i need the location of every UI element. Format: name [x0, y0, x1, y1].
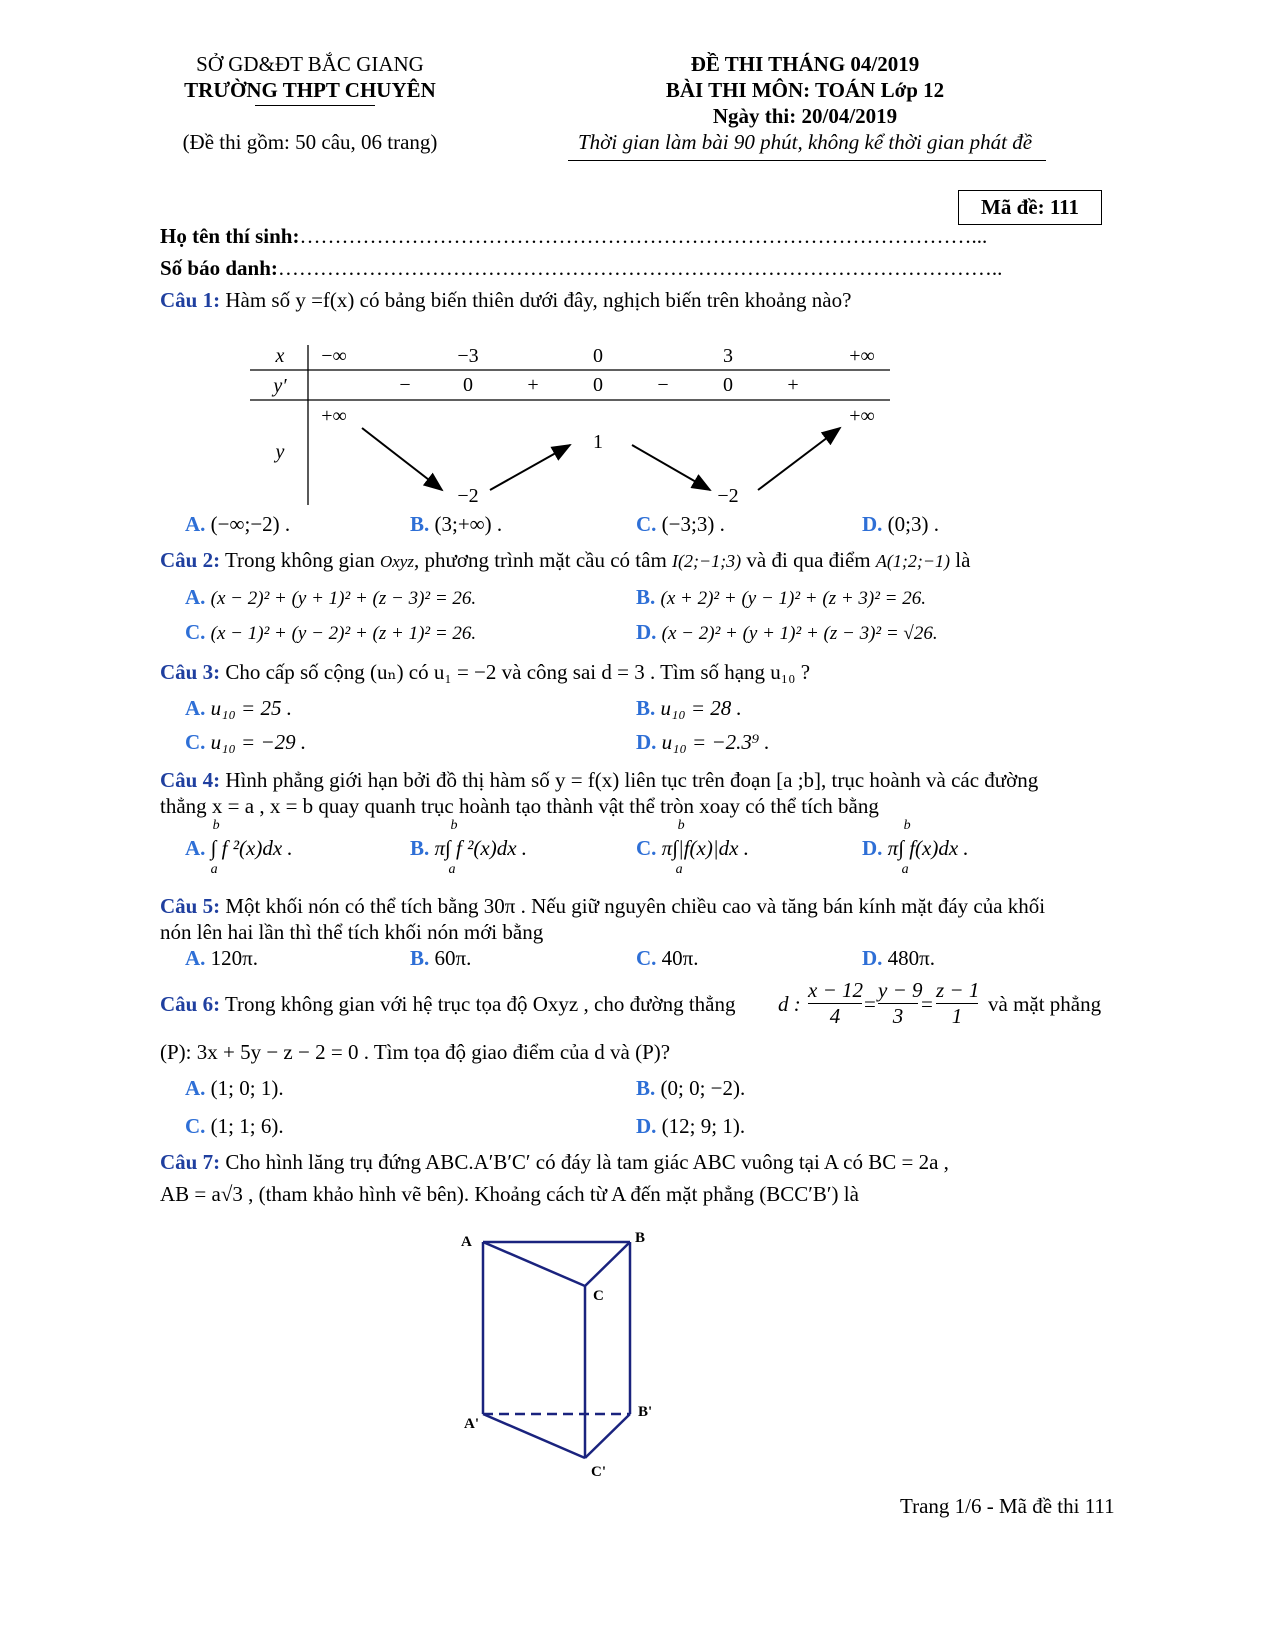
vertex-B: B [635, 1230, 646, 1246]
edge-BC [585, 1242, 630, 1286]
q2-option-b-letter: B. [636, 585, 656, 609]
q6-option-b-text: (0; 0; −2). [660, 1076, 746, 1100]
q4-option-b-lower: a [448, 862, 456, 877]
q5-option-b-letter: B. [410, 946, 430, 970]
q5-option-d-letter: D. [862, 946, 883, 970]
department-name: SỞ GD&ĐT BẮC GIANG [196, 52, 424, 76]
q6-option-c-text: (1; 1; 6). [210, 1114, 284, 1138]
student-name-row [160, 224, 987, 249]
exam-date: Ngày thi: 20/04/2019 [712, 104, 898, 128]
q4-option-d-integral [887, 818, 969, 877]
question-3-text: Cho cấp số cộng (uₙ) có u₁ = −2 và công sai d = 3 . Tìm số hạng u₁₀ ? [225, 660, 811, 684]
q1-option-d[interactable] [862, 512, 939, 537]
question-4-line2: thẳng x = a , x = b quay quanh trục hoành tạo thành vật thể tròn xoay có thể tích bằng [160, 794, 879, 818]
question-5-line1: Một khối nón có thể tích bằng 30π . Nếu giữ nguyên chiều cao và tăng bán kính mặt đáy của khối [225, 894, 1046, 918]
q6-frac1-den: 4 [808, 1003, 862, 1029]
q5-option-a-text: 120π. [210, 946, 259, 970]
q4-option-c-lower: a [675, 862, 683, 877]
vertex-C1: C' [591, 1464, 606, 1480]
q5-option-d-text: 480π. [887, 946, 936, 970]
q3-option-b[interactable] [636, 696, 742, 721]
q6-frac1 [808, 978, 862, 1029]
arrow-up-2 [758, 428, 840, 490]
q2-option-c[interactable] [185, 620, 476, 645]
question-4-label: Câu 4: [160, 768, 221, 792]
y-value-2: −2 [457, 485, 479, 507]
question-7 [160, 1150, 949, 1175]
q6-frac3 [936, 978, 978, 1029]
x-value-2: −3 [457, 345, 479, 367]
q4-option-d-text: π∫ f(x)dx . [887, 836, 969, 860]
q5-option-d[interactable] [862, 946, 935, 971]
question-7-line1: Cho hình lăng trụ đứng ABC.A′B′C′ có đáy là tam giác ABC vuông tại A có BC = 2a , [225, 1150, 949, 1174]
question-7-line2: AB = a√3 , (tham khảo hình vẽ bên). Khoảng cách từ A đến mặt phẳng (BCC′B′) là [160, 1182, 859, 1206]
q6-text-b: và mặt phẳng [988, 992, 1102, 1016]
q6-frac3-num: z − 1 [936, 978, 980, 1002]
vertex-C: C [593, 1288, 604, 1304]
question-3 [160, 660, 810, 685]
question-2 [160, 548, 970, 573]
question-5-line2: nón lên hai lần thì thể tích khối nón mới bằng [160, 920, 544, 944]
q1-option-c-text: (−3;3) . [661, 512, 725, 536]
x-value-1: −∞ [321, 345, 347, 367]
sign-2: 0 [463, 374, 473, 396]
sign-5: − [657, 374, 669, 396]
question-4 [160, 768, 1038, 793]
q2-option-d-text: (x − 2)² + (y + 1)² + (z − 3)² = √26. [661, 623, 938, 644]
q4-option-b-text: π∫ f ²(x)dx . [434, 836, 528, 860]
school-underline [255, 105, 375, 106]
prism-figure [455, 1222, 675, 1484]
q6-eq-1: = [864, 992, 876, 1016]
question-6 [160, 992, 735, 1017]
student-id-label: Số báo danh: [160, 256, 278, 280]
question-6-line2: (P): 3x + 5y − z − 2 = 0 . Tìm tọa độ giao điểm của d và (P)? [160, 1040, 671, 1064]
q5-option-c-text: 40π. [661, 946, 699, 970]
question-2-center: I(2;−1;3) [672, 551, 742, 571]
q4-option-a-text: ∫ f ²(x)dx . [210, 836, 293, 860]
q6-frac1-num: x − 12 [808, 978, 863, 1002]
q3-option-a-text: u₁₀ = 25 . [210, 696, 292, 720]
q4-option-c-integral [661, 818, 749, 877]
q6-option-a-text: (1; 0; 1). [210, 1076, 284, 1100]
q4-option-d-upper: b [903, 818, 911, 833]
q5-option-a[interactable] [185, 946, 258, 971]
q5-option-c-letter: C. [636, 946, 657, 970]
student-name-dots: ……………………………………………………………………………………... [299, 224, 988, 248]
question-3-label: Câu 3: [160, 660, 221, 684]
q6-option-b-letter: B. [636, 1076, 656, 1100]
q4-option-b-letter: B. [410, 836, 430, 860]
q6-eq-2: = [921, 992, 933, 1016]
vertex-B1: B' [638, 1404, 653, 1420]
page-footer: Trang 1/6 - Mã đề thi 111 [900, 1494, 1115, 1518]
sign-4: 0 [593, 374, 603, 396]
q5-option-b[interactable] [410, 946, 471, 971]
q1-option-b-letter: B. [410, 512, 430, 536]
student-name-label: Họ tên thí sinh: [160, 224, 300, 248]
edge-B1C1 [585, 1414, 630, 1458]
table-yprime-label: y′ [273, 375, 287, 397]
q6-option-b[interactable] [636, 1076, 745, 1101]
q1-option-c[interactable] [636, 512, 725, 537]
y-value-3: 1 [593, 431, 603, 453]
q2-option-a[interactable] [185, 585, 476, 610]
x-value-3: 0 [593, 345, 603, 367]
sign-7: + [787, 374, 799, 396]
q4-option-d[interactable] [862, 818, 969, 877]
q4-option-b-upper: b [450, 818, 458, 833]
q4-option-a-letter: A. [185, 836, 206, 860]
edge-A1C1 [483, 1414, 585, 1458]
exam-page-note: (Đề thi gồm: 50 câu, 06 trang) [182, 130, 438, 154]
arrow-down-2 [632, 445, 710, 490]
question-2-text-a: Trong không gian [224, 548, 375, 572]
q3-option-c[interactable] [185, 730, 306, 755]
vertex-A1: A' [464, 1416, 479, 1432]
q6-d-label: d : [778, 992, 801, 1016]
variation-table [250, 340, 900, 510]
question-5 [160, 894, 1045, 919]
exam-time-note: Thời gian làm bài 90 phút, không kể thời gian phát đề [577, 130, 1033, 154]
question-7-label: Câu 7: [160, 1150, 221, 1174]
q5-option-c[interactable] [636, 946, 699, 971]
q6-option-a-letter: A. [185, 1076, 206, 1100]
q1-option-c-letter: C. [636, 512, 657, 536]
q4-option-a-upper: b [212, 818, 220, 833]
q2-option-c-letter: C. [185, 620, 206, 644]
q3-option-d-text: u₁₀ = −2.3⁹ . [661, 730, 770, 754]
q4-option-a-integral [210, 818, 293, 877]
q6-option-d-text: (12; 9; 1). [661, 1114, 746, 1138]
sign-1: − [399, 374, 411, 396]
q6-option-c-letter: C. [185, 1114, 206, 1138]
table-y-label: y [275, 441, 285, 463]
exam-title: ĐỀ THI THÁNG 04/2019 [690, 52, 920, 76]
q6-option-d[interactable] [636, 1114, 745, 1139]
q1-option-a-text: (−∞;−2) . [210, 512, 291, 536]
question-1 [160, 288, 851, 313]
question-2-oxyz: Oxyz [379, 552, 414, 571]
q2-option-d-letter: D. [636, 620, 657, 644]
q4-option-c-letter: C. [636, 836, 657, 860]
q3-option-b-letter: B. [636, 696, 656, 720]
question-2-text-g: là [955, 548, 971, 572]
sign-3: + [527, 374, 539, 396]
question-6-label: Câu 6: [160, 992, 221, 1016]
student-id-row [160, 256, 1002, 281]
y-value-1: +∞ [321, 405, 347, 427]
exam-subject: BÀI THI MÔN: TOÁN Lớp 12 [665, 78, 945, 102]
school-name: TRƯỜNG THPT CHUYÊN [184, 78, 436, 102]
q6-option-d-letter: D. [636, 1114, 657, 1138]
student-id-dots: ………………………………………………………………………………………….. [277, 256, 1003, 280]
question-6-text-a: Trong không gian với hệ trục tọa độ Oxyz , cho đường thẳng [224, 992, 736, 1016]
q6-option-c[interactable] [185, 1114, 284, 1139]
q2-option-a-letter: A. [185, 585, 206, 609]
q4-option-b-integral [434, 818, 528, 877]
question-5-label: Câu 5: [160, 894, 221, 918]
q4-option-b[interactable] [410, 818, 528, 877]
y-value-4: −2 [717, 485, 739, 507]
q4-option-c-upper: b [677, 818, 685, 833]
q2-option-b[interactable] [636, 585, 926, 610]
question-1-label: Câu 1: [160, 288, 221, 312]
q2-option-c-text: (x − 1)² + (y − 2)² + (z + 1)² = 26. [210, 623, 477, 644]
q4-option-c-text: π∫|f(x)|dx . [661, 836, 749, 860]
q5-option-a-letter: A. [185, 946, 206, 970]
sign-6: 0 [723, 374, 733, 396]
q4-option-a[interactable] [185, 818, 293, 877]
q5-option-b-text: 60π. [434, 946, 472, 970]
q3-option-b-text: u₁₀ = 28 . [660, 696, 742, 720]
question-4-line1: Hình phẳng giới hạn bởi đồ thị hàm số y = f(x) liên tục trên đoạn [a ;b], trục hoành và các đường [225, 768, 1039, 792]
exam-code-box: Mã đề: 111 [958, 190, 1102, 225]
y-value-5: +∞ [849, 405, 875, 427]
arrow-down-1 [362, 428, 442, 490]
q3-option-a[interactable] [185, 696, 292, 721]
q1-option-b-text: (3;+∞) . [434, 512, 503, 536]
q2-option-d[interactable] [636, 620, 938, 645]
x-value-5: +∞ [849, 345, 875, 367]
question-2-point: A(1;2;−1) [875, 551, 951, 571]
x-value-4: 3 [723, 345, 733, 367]
question-2-text-c: , phương trình mặt cầu có tâm [413, 548, 667, 572]
table-x-label: x [275, 345, 285, 367]
edge-AC [483, 1242, 585, 1286]
q3-option-d-letter: D. [636, 730, 657, 754]
arrow-up-1 [490, 445, 570, 490]
q2-option-a-text: (x − 2)² + (y + 1)² + (z − 3)² = 26. [210, 588, 477, 609]
question-2-label: Câu 2: [160, 548, 221, 572]
q4-option-d-letter: D. [862, 836, 883, 860]
q6-frac2 [878, 978, 923, 1029]
q4-option-d-lower: a [901, 862, 909, 877]
q1-option-b[interactable] [410, 512, 502, 537]
vertex-A: A [461, 1234, 472, 1250]
q4-option-c[interactable] [636, 818, 749, 877]
q4-option-a-lower: a [210, 862, 218, 877]
q3-option-a-letter: A. [185, 696, 206, 720]
q3-option-c-letter: C. [185, 730, 206, 754]
q1-option-d-letter: D. [862, 512, 883, 536]
q1-option-a[interactable] [185, 512, 290, 537]
q6-frac2-num: y − 9 [878, 978, 923, 1002]
q2-option-b-text: (x + 2)² + (y − 1)² + (z + 3)² = 26. [660, 588, 927, 609]
question-2-text-e: và đi qua điểm [746, 548, 871, 572]
q3-option-c-text: u₁₀ = −29 . [210, 730, 307, 754]
q3-option-d[interactable] [636, 730, 770, 755]
time-note-underline [568, 160, 1046, 161]
question-1-text: Hàm số y =f(x) có bảng biến thiên dưới đây, nghịch biến trên khoảng nào? [225, 288, 852, 312]
q1-option-d-text: (0;3) . [887, 512, 939, 536]
q6-frac2-den: 3 [878, 1003, 918, 1029]
q6-frac3-den: 1 [936, 1003, 978, 1029]
q6-option-a[interactable] [185, 1076, 284, 1101]
q1-option-a-letter: A. [185, 512, 206, 536]
